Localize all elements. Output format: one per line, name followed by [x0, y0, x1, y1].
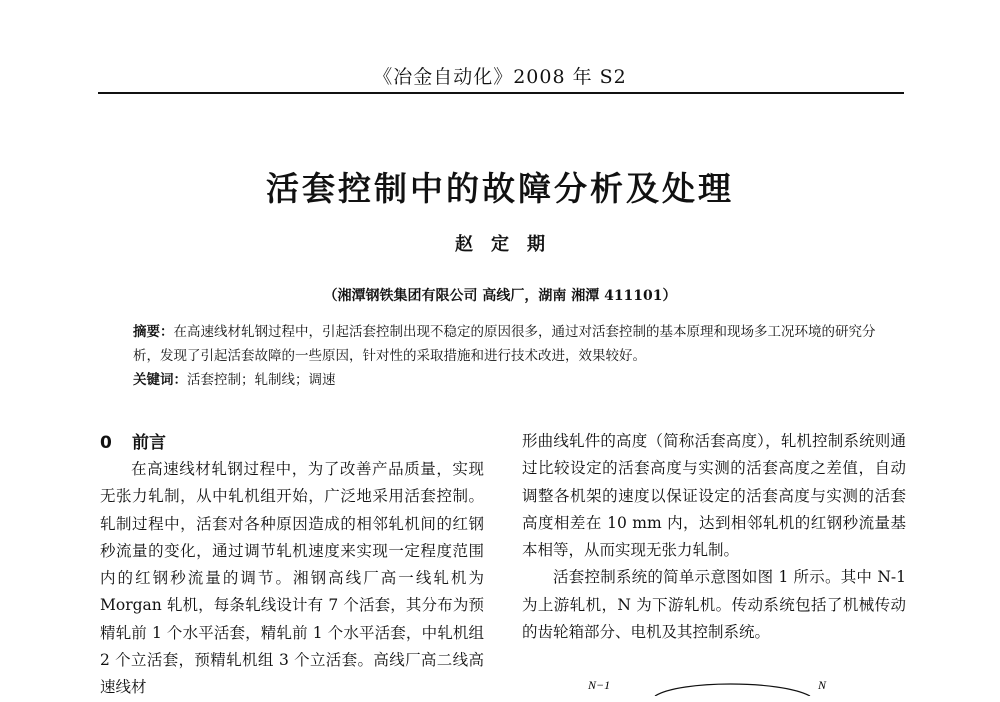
left-column: [100, 456, 484, 702]
section-title: 前言: [132, 433, 166, 453]
figure-label-downstream: N: [818, 678, 827, 692]
abstract-text: 在高速线材轧钢过程中，引起活套控制出现不稳定的原因很多，通过对活套控制的基本原理和现场多工况环境的研究分析，发现了引起活套故障的一些原因，针对性的采取措施和进行技术改进，效果较好。: [133, 324, 876, 364]
abstract-block: [133, 320, 878, 392]
body-paragraph-continued: 形曲线轧件的高度（简称活套高度），轧机控制系统则通过比较设定的活套高度与实测的活套高度之差值，自动调整各机架的速度以保证设定的活套高度与实测的活套高度相差在 10 mm 内，达到相邻轧机的红钢秒流量基本相等，从而实现无张力轧制。: [522, 432, 906, 560]
keywords-label: 关键词：: [133, 372, 187, 388]
abstract-label: 摘要：: [133, 324, 174, 340]
article-author: 赵定期: [455, 234, 563, 255]
article-title: 活套控制中的故障分析及处理: [266, 169, 734, 208]
section-number: 0: [100, 433, 112, 453]
abstract: [133, 320, 878, 368]
figure-label-upstream: N−1: [588, 678, 611, 692]
figure-1-partial: [560, 676, 880, 696]
running-head: 《冶金自动化》2008 年 S2: [373, 66, 627, 88]
header-rule: [98, 92, 904, 94]
body-paragraph: 活套控制系统的简单示意图如图 1 所示。其中 N-1 为上游轧机，N 为下游轧机。传动系统包括了机械传动的齿轮箱部分、电机及其控制系统。: [522, 568, 906, 642]
keywords-text: 活套控制；轧制线；调速: [187, 372, 336, 388]
section-heading: [100, 428, 166, 453]
article-affiliation: （湘潭钢铁集团有限公司 高线厂，湖南 湘潭 411101）: [323, 288, 677, 304]
loop-curve: [655, 684, 810, 696]
body-paragraph: 在高速线材轧钢过程中，为了改善产品质量，实现无张力轧制，从中轧机组开始，广泛地采用活套控制。轧制过程中，活套对各种原因造成的相邻轧机间的红钢秒流量的变化，通过调节轧机速度来实现一定程度范围内的红钢秒流量的调节。湘钢高线厂高一线轧机为 Morgan 轧机，每条轧线设计有 7 个活套，其分布为预精轧前 1 个水平活套，精轧前 1 个水平活套，中轧机组 2 个立活套，预精轧机组 3 个立活套。高线厂高二线高速线材: [100, 460, 484, 697]
keywords: [133, 368, 878, 392]
right-column: [522, 428, 906, 646]
